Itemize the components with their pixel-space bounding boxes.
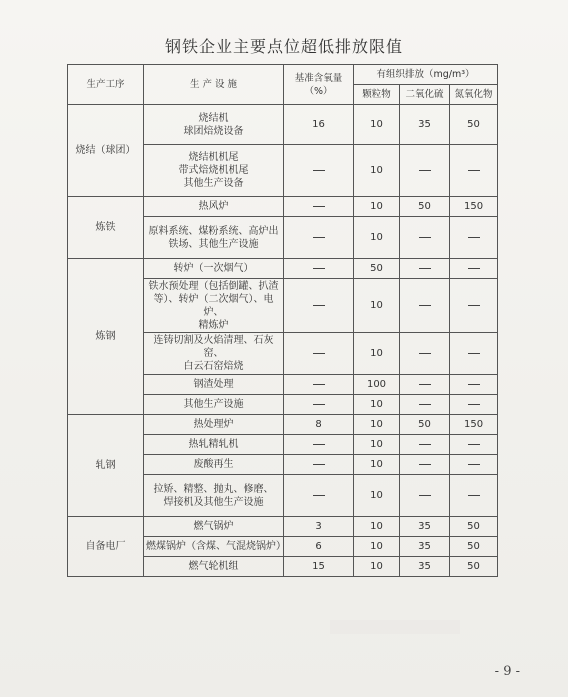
- header-nox: 氮氧化物: [450, 85, 498, 105]
- dash-mark: [419, 444, 431, 445]
- dash-mark: [313, 384, 325, 385]
- facility-cell: 其他生产设施: [144, 395, 284, 415]
- header-oxygen: 基准含氧量（%）: [284, 65, 354, 105]
- so2-cell: 35: [400, 537, 450, 557]
- dash-mark: [313, 206, 325, 207]
- facility-cell: 原料系统、煤粉系统、高炉出 铁场、其他生产设施: [144, 217, 284, 259]
- oxygen-cell: [284, 435, 354, 455]
- nox-cell: [450, 259, 498, 279]
- process-cell: 烧结（球团）: [68, 105, 144, 197]
- process-cell: 轧钢: [68, 415, 144, 517]
- dash-mark: [468, 495, 480, 496]
- particulate-cell: 100: [354, 375, 400, 395]
- nox-cell: [450, 333, 498, 375]
- particulate-cell: 10: [354, 333, 400, 375]
- nox-cell: [450, 279, 498, 333]
- dash-mark: [419, 384, 431, 385]
- nox-cell: [450, 475, 498, 517]
- nox-cell: [450, 455, 498, 475]
- nox-cell: 50: [450, 557, 498, 577]
- facility-cell: 废酸再生: [144, 455, 284, 475]
- emission-limits-table: [67, 64, 498, 577]
- dash-mark: [419, 495, 431, 496]
- nox-cell: [450, 375, 498, 395]
- facility-cell: 热轧精轧机: [144, 435, 284, 455]
- dash-mark: [419, 268, 431, 269]
- dash-mark: [419, 353, 431, 354]
- dash-mark: [313, 305, 325, 306]
- facility-cell: 拉矫、精整、抛丸、修磨、 焊接机及其他生产设施: [144, 475, 284, 517]
- table-row: [68, 259, 498, 279]
- oxygen-cell: [284, 279, 354, 333]
- process-cell: 炼钢: [68, 259, 144, 415]
- particulate-cell: 50: [354, 259, 400, 279]
- oxygen-cell: [284, 475, 354, 517]
- so2-cell: [400, 333, 450, 375]
- oxygen-cell: [284, 333, 354, 375]
- dash-mark: [313, 237, 325, 238]
- so2-cell: [400, 375, 450, 395]
- facility-cell: 转炉（一次烟气）: [144, 259, 284, 279]
- particulate-cell: 10: [354, 105, 400, 145]
- process-cell: 炼铁: [68, 197, 144, 259]
- dash-mark: [468, 444, 480, 445]
- facility-cell: 烧结机 球团焙烧设备: [144, 105, 284, 145]
- header-organized-emission: 有组织排放（mg/m³）: [354, 65, 498, 85]
- particulate-cell: 10: [354, 279, 400, 333]
- dash-mark: [313, 353, 325, 354]
- page-title: 钢铁企业主要点位超低排放限值: [164, 37, 403, 56]
- oxygen-cell: 15: [284, 557, 354, 577]
- table-row: [68, 415, 498, 435]
- facility-cell: 热风炉: [144, 197, 284, 217]
- so2-cell: [400, 217, 450, 259]
- so2-cell: [400, 475, 450, 517]
- particulate-cell: 10: [354, 395, 400, 415]
- particulate-cell: 10: [354, 145, 400, 197]
- particulate-cell: 10: [354, 455, 400, 475]
- dash-mark: [468, 404, 480, 405]
- oxygen-cell: 6: [284, 537, 354, 557]
- facility-cell: 连铸切割及火焰清理、石灰窑、 白云石窑焙烧: [144, 333, 284, 375]
- so2-cell: [400, 279, 450, 333]
- particulate-cell: 10: [354, 537, 400, 557]
- dash-mark: [468, 353, 480, 354]
- particulate-cell: 10: [354, 415, 400, 435]
- oxygen-cell: [284, 395, 354, 415]
- particulate-cell: 10: [354, 435, 400, 455]
- so2-cell: [400, 435, 450, 455]
- header-process: 生产工序: [68, 65, 144, 105]
- facility-cell: 烧结机机尾 带式焙烧机机尾 其他生产设备: [144, 145, 284, 197]
- oxygen-cell: [284, 455, 354, 475]
- table-body: [68, 105, 498, 577]
- table-row: [68, 197, 498, 217]
- dash-mark: [313, 404, 325, 405]
- facility-cell: 铁水预处理（包括倒罐、扒渣 等）、转炉（二次烟气）、电炉、 精炼炉: [144, 279, 284, 333]
- dash-mark: [468, 170, 480, 171]
- oxygen-cell: [284, 217, 354, 259]
- oxygen-cell: [284, 197, 354, 217]
- oxygen-cell: [284, 145, 354, 197]
- nox-cell: 50: [450, 105, 498, 145]
- facility-cell: 热处理炉: [144, 415, 284, 435]
- process-cell: 自备电厂: [68, 517, 144, 577]
- particulate-cell: 10: [354, 517, 400, 537]
- so2-cell: [400, 395, 450, 415]
- nox-cell: [450, 217, 498, 259]
- dash-mark: [468, 464, 480, 465]
- dash-mark: [419, 404, 431, 405]
- oxygen-cell: [284, 375, 354, 395]
- dash-mark: [313, 268, 325, 269]
- oxygen-cell: 16: [284, 105, 354, 145]
- nox-cell: 150: [450, 415, 498, 435]
- dash-mark: [419, 464, 431, 465]
- dash-mark: [419, 305, 431, 306]
- dash-mark: [419, 170, 431, 171]
- so2-cell: 35: [400, 517, 450, 537]
- facility-cell: 燃煤锅炉（含煤、气混烧锅炉）: [144, 537, 284, 557]
- particulate-cell: 10: [354, 217, 400, 259]
- faded-mark: [330, 620, 460, 634]
- page-number: - 9 -: [494, 664, 520, 679]
- so2-cell: 35: [400, 557, 450, 577]
- particulate-cell: 10: [354, 197, 400, 217]
- nox-cell: [450, 435, 498, 455]
- dash-mark: [468, 384, 480, 385]
- oxygen-cell: 8: [284, 415, 354, 435]
- dash-mark: [419, 237, 431, 238]
- nox-cell: 50: [450, 537, 498, 557]
- so2-cell: [400, 455, 450, 475]
- dash-mark: [313, 170, 325, 171]
- nox-cell: 50: [450, 517, 498, 537]
- table-row: [68, 105, 498, 145]
- facility-cell: 钢渣处理: [144, 375, 284, 395]
- nox-cell: [450, 395, 498, 415]
- nox-cell: 150: [450, 197, 498, 217]
- particulate-cell: 10: [354, 557, 400, 577]
- dash-mark: [313, 444, 325, 445]
- table-row: [68, 517, 498, 537]
- so2-cell: 50: [400, 197, 450, 217]
- so2-cell: 35: [400, 105, 450, 145]
- so2-cell: [400, 145, 450, 197]
- dash-mark: [313, 464, 325, 465]
- oxygen-cell: [284, 259, 354, 279]
- so2-cell: 50: [400, 415, 450, 435]
- dash-mark: [468, 305, 480, 306]
- header-particulate: 颗粒物: [354, 85, 400, 105]
- so2-cell: [400, 259, 450, 279]
- nox-cell: [450, 145, 498, 197]
- facility-cell: 燃气轮机组: [144, 557, 284, 577]
- dash-mark: [313, 495, 325, 496]
- oxygen-cell: 3: [284, 517, 354, 537]
- header-so2: 二氧化硫: [400, 85, 450, 105]
- dash-mark: [468, 268, 480, 269]
- facility-cell: 燃气锅炉: [144, 517, 284, 537]
- header-facility: 生 产 设 施: [144, 65, 284, 105]
- dash-mark: [468, 237, 480, 238]
- particulate-cell: 10: [354, 475, 400, 517]
